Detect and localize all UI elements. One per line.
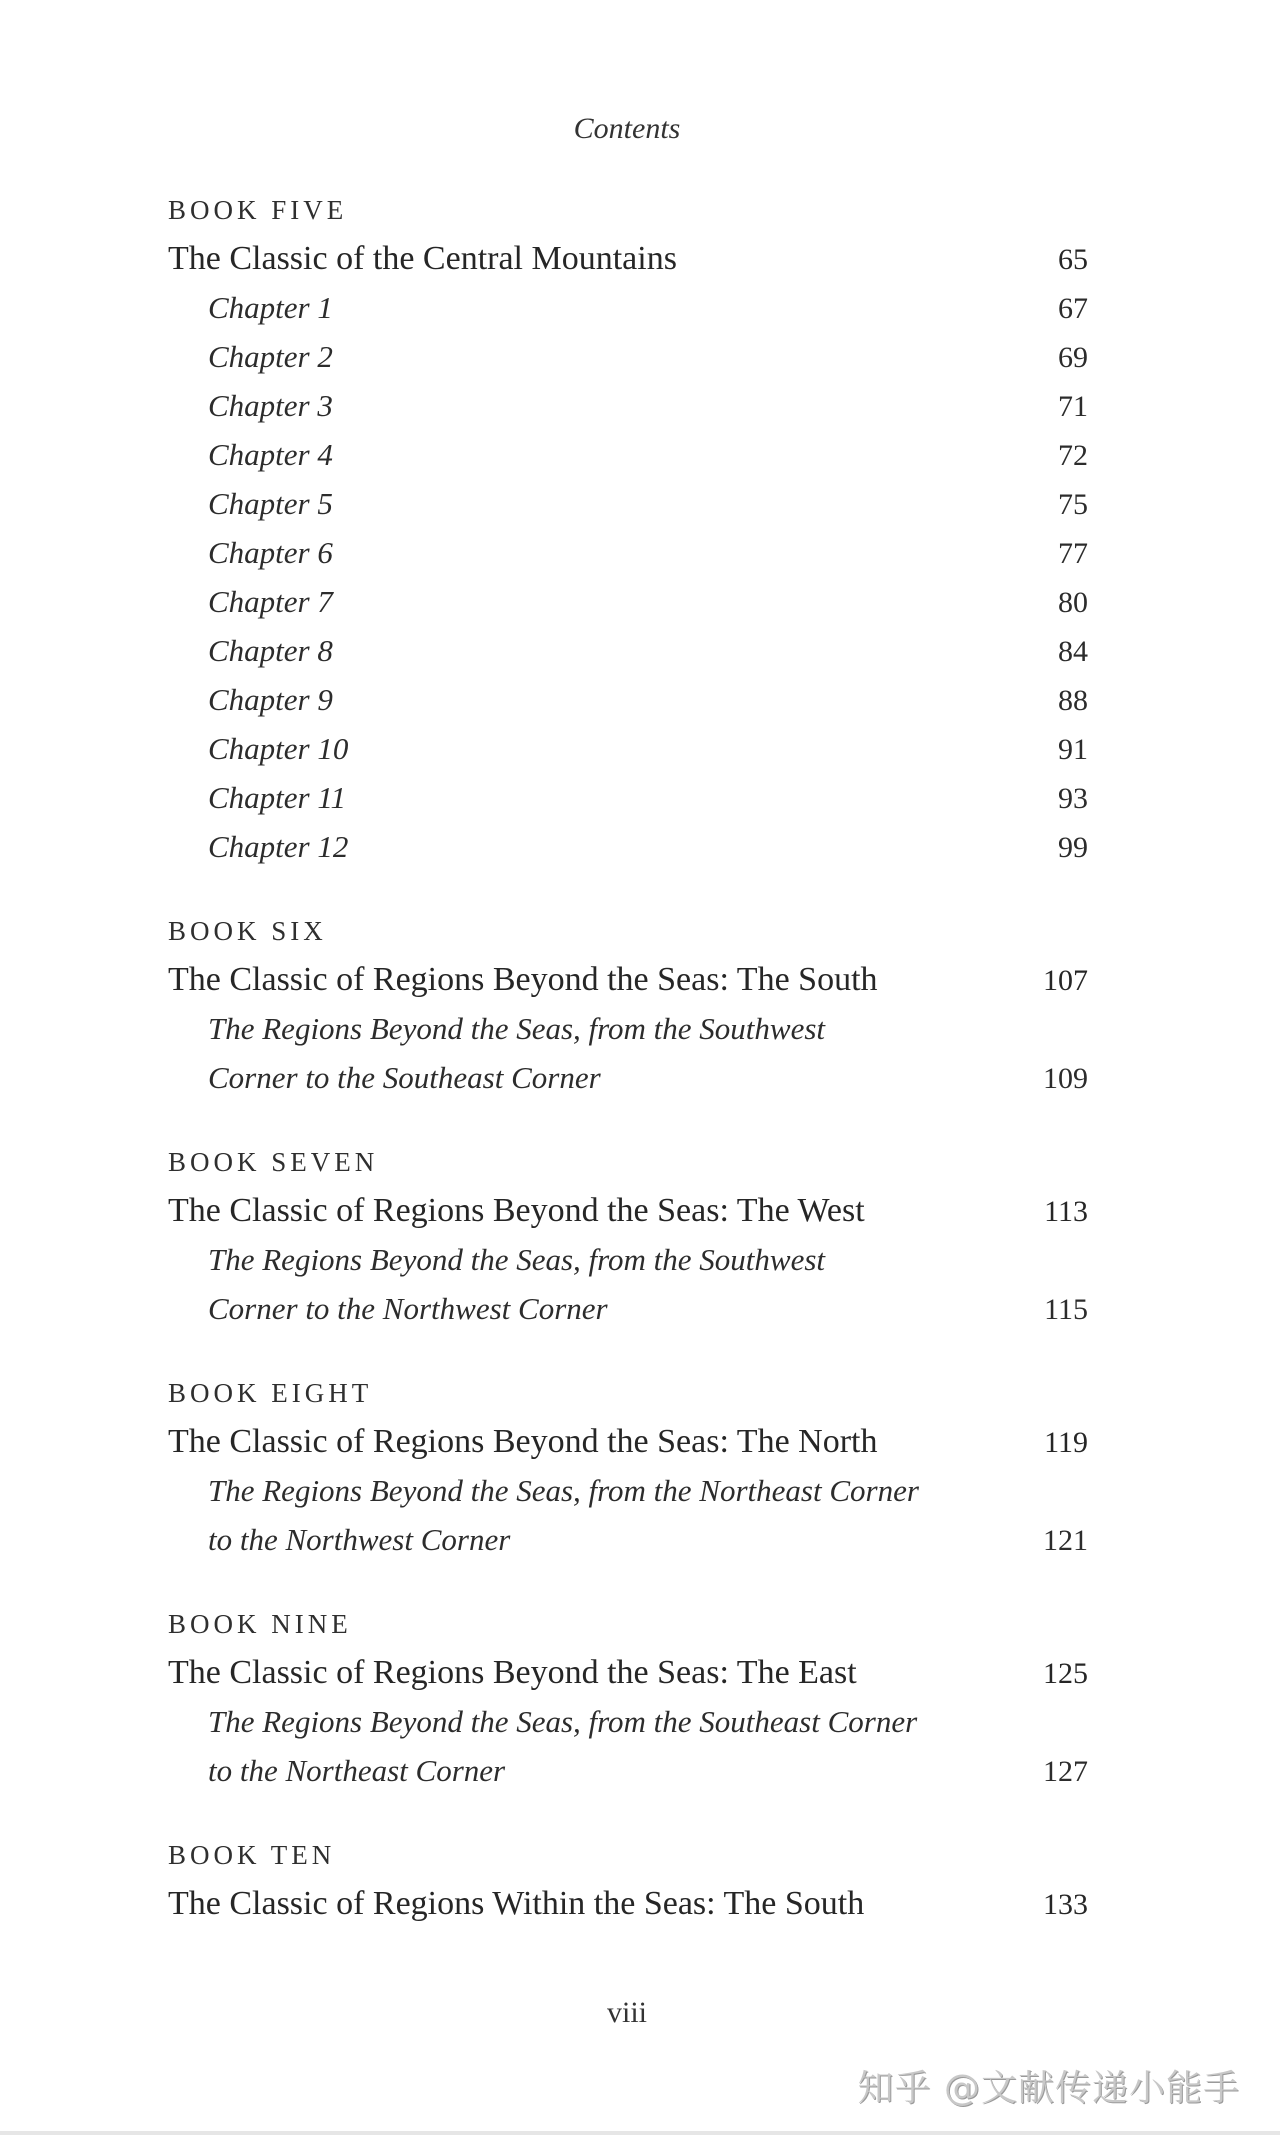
toc-entry-chapter[interactable] bbox=[168, 283, 1088, 332]
book-label: BOOK NINE bbox=[168, 1609, 352, 1639]
book-seven-section bbox=[168, 1138, 1088, 1333]
page-number: 125 bbox=[1043, 1657, 1088, 1690]
toc-entry-subsection-cont[interactable] bbox=[168, 1284, 1088, 1333]
chapter-label: Chapter 11 bbox=[208, 780, 347, 815]
page-folio: viii bbox=[606, 1996, 647, 2029]
bottom-divider bbox=[0, 2131, 1280, 2135]
toc-entry-chapter[interactable] bbox=[168, 479, 1088, 528]
toc-entry-chapter[interactable] bbox=[168, 822, 1088, 871]
toc-entry-subsection[interactable] bbox=[168, 1697, 1088, 1746]
subsection-line: Corner to the Southeast Corner bbox=[208, 1060, 601, 1095]
page-number: 127 bbox=[1043, 1755, 1088, 1788]
chapter-label: Chapter 9 bbox=[208, 682, 333, 717]
book-ten-section bbox=[168, 1831, 1088, 1928]
toc-entry-chapter[interactable] bbox=[168, 332, 1088, 381]
chapter-label: Chapter 3 bbox=[208, 388, 333, 423]
page-number: 84 bbox=[1058, 635, 1088, 668]
subsection-line: to the Northwest Corner bbox=[208, 1522, 511, 1557]
page-number: 91 bbox=[1058, 733, 1088, 766]
book-five-section bbox=[168, 186, 1088, 871]
page-number: 71 bbox=[1058, 390, 1088, 423]
subsection-line: to the Northeast Corner bbox=[208, 1753, 506, 1788]
page-number: 121 bbox=[1043, 1524, 1088, 1557]
entry-title: The Classic of Regions Beyond the Seas: The North bbox=[168, 1423, 878, 1460]
toc-entry-chapter[interactable] bbox=[168, 773, 1088, 822]
page-number: 67 bbox=[1058, 292, 1088, 325]
book-label: BOOK SIX bbox=[168, 916, 327, 946]
subsection-line: The Regions Beyond the Seas, from the Southwest bbox=[208, 1242, 826, 1277]
toc-entry-title[interactable] bbox=[168, 1879, 1088, 1928]
toc-entry-subsection[interactable] bbox=[168, 1235, 1088, 1284]
page-number: 115 bbox=[1044, 1293, 1088, 1326]
toc-entry-chapter[interactable] bbox=[168, 381, 1088, 430]
chapter-label: Chapter 7 bbox=[208, 584, 333, 619]
chapter-label: Chapter 4 bbox=[208, 437, 333, 472]
page-number: 69 bbox=[1058, 341, 1088, 374]
book-eight-section bbox=[168, 1369, 1088, 1564]
toc-entry-chapter[interactable] bbox=[168, 626, 1088, 675]
book-label: BOOK EIGHT bbox=[168, 1378, 373, 1408]
subsection-line: The Regions Beyond the Seas, from the Southwest bbox=[208, 1011, 826, 1046]
page-number: 119 bbox=[1044, 1426, 1088, 1459]
toc-entry-subsection-cont[interactable] bbox=[168, 1746, 1088, 1795]
chapter-label: Chapter 12 bbox=[208, 829, 349, 864]
page-number: 113 bbox=[1044, 1195, 1088, 1228]
page-number: 77 bbox=[1058, 537, 1088, 570]
page-number: 99 bbox=[1058, 831, 1088, 864]
subsection-line: The Regions Beyond the Seas, from the Southeast Corner bbox=[208, 1704, 918, 1739]
toc-entry-chapter[interactable] bbox=[168, 430, 1088, 479]
page-number: 109 bbox=[1043, 1062, 1088, 1095]
toc-entry-chapter[interactable] bbox=[168, 577, 1088, 626]
chapter-label: Chapter 2 bbox=[208, 339, 333, 374]
book-nine-section bbox=[168, 1600, 1088, 1795]
page-number: 88 bbox=[1058, 684, 1088, 717]
chapter-label: Chapter 10 bbox=[208, 731, 349, 766]
chapter-label: Chapter 5 bbox=[208, 486, 333, 521]
chapter-label: Chapter 6 bbox=[208, 535, 333, 570]
toc-entry-title[interactable] bbox=[168, 955, 1088, 1004]
toc-entry-title[interactable] bbox=[168, 1417, 1088, 1466]
toc-entry-subsection[interactable] bbox=[168, 1004, 1088, 1053]
page-number: 107 bbox=[1043, 964, 1088, 997]
entry-title: The Classic of the Central Mountains bbox=[168, 240, 677, 277]
book-six-section bbox=[168, 907, 1088, 1102]
toc-entry-chapter[interactable] bbox=[168, 528, 1088, 577]
book-label: BOOK FIVE bbox=[168, 195, 348, 225]
table-of-contents bbox=[168, 186, 1088, 1964]
page-number: 65 bbox=[1058, 243, 1088, 276]
toc-entry-subsection[interactable] bbox=[168, 1466, 1088, 1515]
toc-entry-chapter[interactable] bbox=[168, 724, 1088, 773]
toc-entry-title[interactable] bbox=[168, 1186, 1088, 1235]
entry-title: The Classic of Regions Within the Seas: The South bbox=[168, 1885, 865, 1922]
chapter-label: Chapter 1 bbox=[208, 290, 333, 325]
entry-title: The Classic of Regions Beyond the Seas: The South bbox=[168, 961, 878, 998]
toc-entry-chapter[interactable] bbox=[168, 675, 1088, 724]
page-number: 80 bbox=[1058, 586, 1088, 619]
subsection-line: Corner to the Northwest Corner bbox=[208, 1291, 608, 1326]
subsection-line: The Regions Beyond the Seas, from the Northeast Corner bbox=[208, 1473, 919, 1508]
page-number: 93 bbox=[1058, 782, 1088, 815]
page-number: 75 bbox=[1058, 488, 1088, 521]
entry-title: The Classic of Regions Beyond the Seas: The East bbox=[168, 1654, 857, 1691]
entry-title: The Classic of Regions Beyond the Seas: The West bbox=[168, 1192, 865, 1229]
page-title: Contents bbox=[573, 112, 681, 145]
book-label: BOOK TEN bbox=[168, 1840, 336, 1870]
page-number: 72 bbox=[1058, 439, 1088, 472]
toc-entry-subsection-cont[interactable] bbox=[168, 1053, 1088, 1102]
book-label: BOOK SEVEN bbox=[168, 1147, 379, 1177]
toc-entry-title[interactable] bbox=[168, 234, 1088, 283]
toc-entry-title[interactable] bbox=[168, 1648, 1088, 1697]
chapter-label: Chapter 8 bbox=[208, 633, 333, 668]
toc-entry-subsection-cont[interactable] bbox=[168, 1515, 1088, 1564]
watermark: 知乎 @文献传递小能手 bbox=[857, 2068, 1240, 2109]
page-number: 133 bbox=[1043, 1888, 1088, 1921]
